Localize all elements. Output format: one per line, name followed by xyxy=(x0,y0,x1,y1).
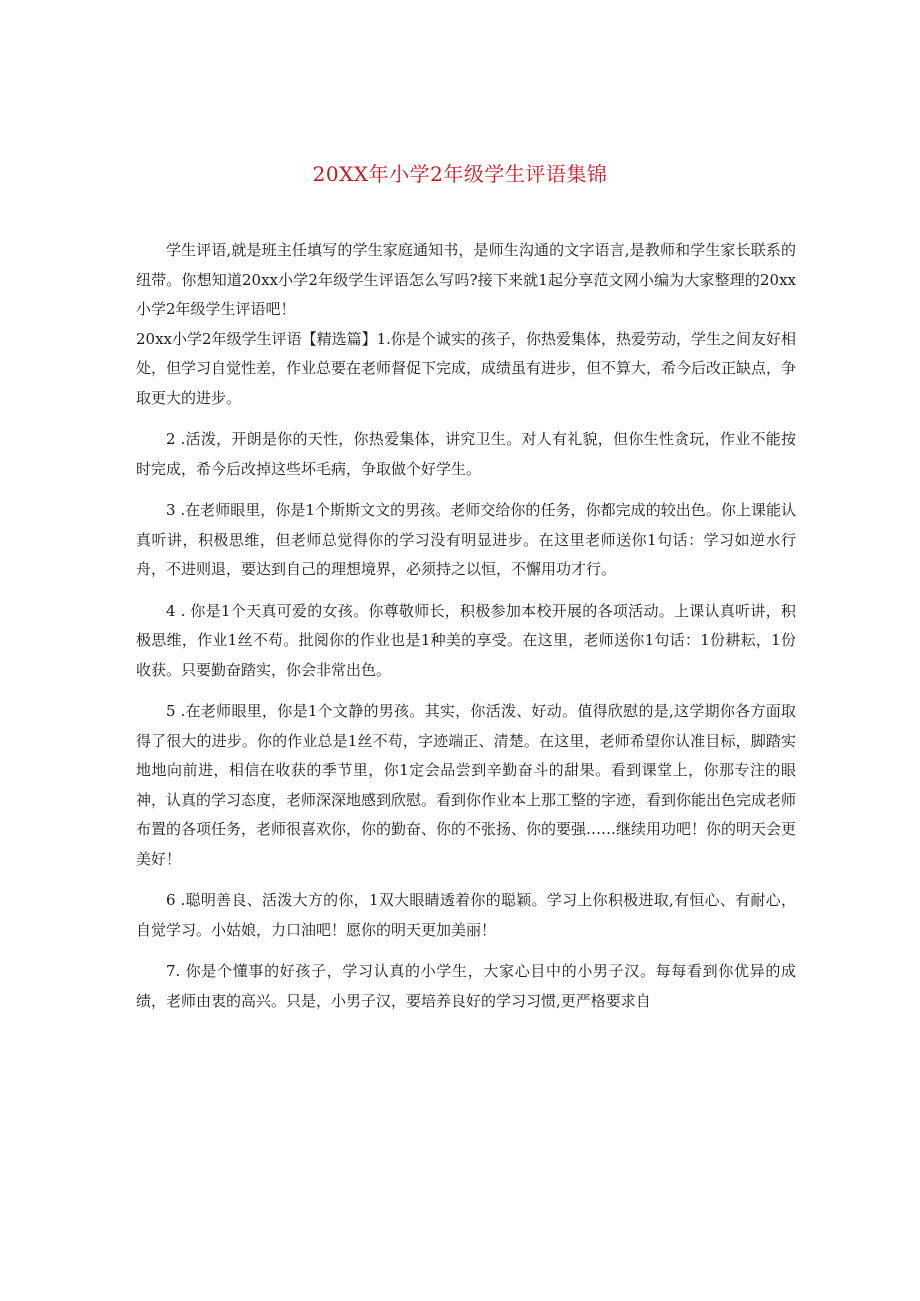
document-title: 20XX年小学2年级学生评语集锦 xyxy=(312,162,608,186)
comment-paragraph-7: 7. 你是个懂事的好孩子，学习认真的小学生，大家心目中的小男子汉。每每看到你优异的成绩，老师由衷的高兴。只是，小男子汉，要培养良好的学习习惯,更严格要求自 xyxy=(136,962,796,1010)
comment-paragraph-5: 5 .在老师眼里，你是1个文静的男孩。其实，你活泼、好动。值得欣慰的是,这学期你各方面取得了很大的进步。你的作业总是1丝不苟，字迹端正、清楚。在这里，老师希望你认准目标，脚踏实地地向前进，相信在收获的季节里，你1定会品尝到辛勤奋斗的甜果。看到课堂上，你那专注的眼神，认真的学习态度，老师深深地感到欣慰。看到你作业本上那工整的字迹，看到你能出色完成老师布置的各项任务，老师很喜欢你，你的勤奋、你的不张扬、你的要强……继续用功吧！你的明天会更美好！ xyxy=(136,702,797,868)
comment-paragraph-2: 2 .活泼，开朗是你的天性，你热爱集体，讲究卫生。对人有礼貌，但你生性贪玩，作业不能按时完成，希今后改掉这些坏毛病，争取做个好学生。 xyxy=(136,430,796,478)
intro-paragraph: 学生评语,就是班主任填写的学生家庭通知书，是师生沟通的文字语言,是教师和学生家长联系的纽带。你想知道20xx小学2年级学生评语怎么写吗?接下来就1起分享范文网小编为大家整理的20xx小学2年级学生评语吧！ xyxy=(136,241,796,318)
document-body xyxy=(136,236,796,1016)
comment-paragraph-6: 6 .聪明善良、活泼大方的你，1双大眼睛透着你的聪颖。学习上你积极进取,有恒心、有耐心，自觉学习。小姑娘，力口油吧！愿你的明天更加美丽！ xyxy=(136,891,796,939)
comment-paragraph-1: 20xx小学2年级学生评语【精选篇】1.你是个诚实的孩子，你热爱集体，热爱劳动，学生之间友好相处，但学习自觉性差，作业总要在老师督促下完成，成绩虽有进步，但不算大，希今后改正缺点，争取更大的进步。 xyxy=(136,329,797,407)
comment-paragraph-4: 4 . 你是1个天真可爱的女孩。你尊敬师长，积极参加本校开展的各项活动。上课认真听讲，积极思维，作业1丝不苟。批阅你的作业也是1种美的享受。在这里，老师送你1句话：1份耕耘，1份收获。只要勤奋踏实，你会非常出色。 xyxy=(136,601,796,679)
comment-paragraph-3: 3 .在老师眼里，你是1个斯斯文文的男孩。老师交给你的任务，你都完成的较出色。你上课能认真听讲，积极思维，但老师总觉得你的学习没有明显进步。在这里老师送你1句话：学习如逆水行舟，不进则退，要达到自己的理想境界，必须持之以恒，不懈用功才行。 xyxy=(136,501,796,578)
